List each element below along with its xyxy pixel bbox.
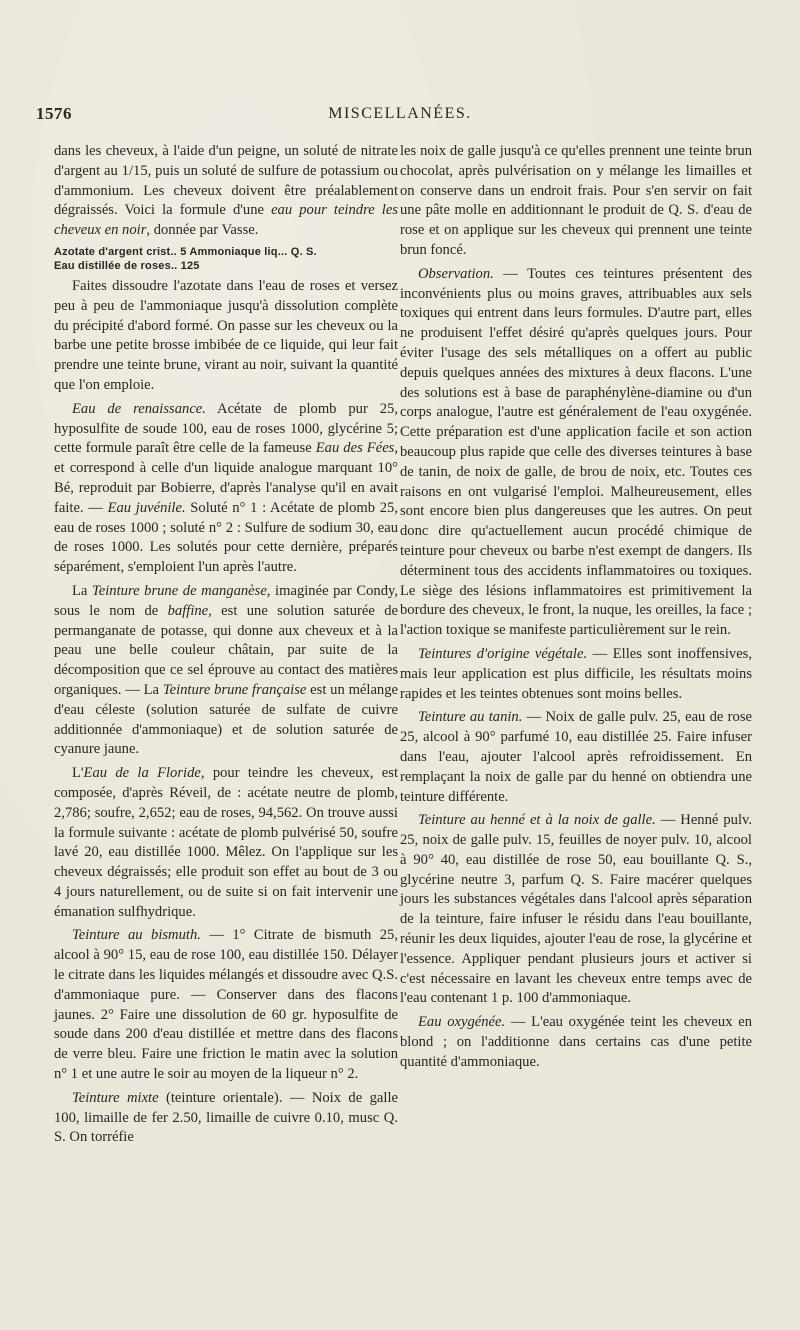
left-column — [54, 142, 398, 1152]
right-column — [400, 142, 752, 1077]
recipe-line: Azotate d'argent crist.. 5 Ammoniaque liq... Q. S. — [54, 245, 317, 258]
paragraph: Observation. — Toutes ces teintures présentent des inconvénients plus ou moins graves, attribuables aux sels toxiques qui entrent dans leurs formules. D'autre part, elles ne produisent l'effet désiré qu'après quelques jours. Pour éviter l'usage des sels métalliques on a offert au public depuis quelques années des mixtures à deux flacons. L'une des solutions est à base de paraphénylène-diamine ou d'un corps analogue, l'autre est généralement de l'eau oxygénée. Cette préparation est d'une application facile et son action beaucoup plus rapide que celle des diverses teintures à base de tanin, de noix de galle, de brou de noix, etc. Toutes ces raisons en ont vulgarisé l'emploi. Malheureusement, elles sont encore bien plus dangereuses que les autres. On peut donc dire qu'actuellement aucun procédé chimique de teinture pour cheveux ou barbe n'est exempt de dangers. Ils déterminent tous des accidents inflammatoires ou toxiques. Le siège des lésions inflammatoires est primitivement la bordure des cheveux, le front, la nuque, les oreilles, la face ; l'action toxique se manifeste particulièrement sur le rein. — [400, 265, 752, 639]
paragraph: L'Eau de la Floride, pour teindre les cheveux, est composée, d'après Réveil, de : acétate neutre de plomb, 2,786; soufre, 2,652; eau de roses, 94,562. On trouve aussi la formule suivante : acétate de plomb pulvérisé 50, soufre lavé 20, eau distillée 1000. Mêlez. On l'applique sur les cheveux dégraissés; elle produit son effet au bout de 3 ou 4 jours naturellement, ou de suite si on fait intervenir une émanation sulfhydrique. — [54, 765, 398, 920]
running-title: MISCELLANÉES. — [328, 105, 472, 122]
recipe-formula — [54, 245, 398, 273]
page-number: 1576 — [36, 104, 72, 123]
paragraph: La Teinture brune de manganèse, imaginée par Condy, sous le nom de baffine, est une solution saturée de permanganate de potasse, qui donne aux cheveux et à la peau une belle couleur châtain, par suite de la décomposition que ce sel éprouve au contact des matières organiques. — La Teinture brune française est un mélange d'eau céleste (solution saturée de sulfate de cuivre additionnée d'ammoniaque) et de solution saturée de cyanure jaune. — [54, 582, 398, 758]
paragraph: dans les cheveux, à l'aide d'un peigne, un soluté de nitrate d'argent au 1/15, puis un soluté de sulfure de potassium ou d'ammonium. Les cheveux doivent être préalablement dégraissés. Voici la formule d'une eau pour teindre les cheveux en noir, donnée par Vasse. — [54, 143, 398, 239]
recipe-line: Eau distillée de roses.. 125 — [54, 259, 200, 272]
paragraph: Teintures d'origine végétale. — Elles sont inoffensives, mais leur application est plus difficile, les résultats moins rapides et les teintes obtenues sont moins belles. — [400, 645, 752, 702]
paragraph: Teinture mixte (teinture orientale). — Noix de galle 100, limaille de fer 2.50, limaille de cuivre 0.10, musc Q. S. On torréfie — [54, 1089, 398, 1146]
page-header — [36, 104, 764, 130]
paragraph: Eau oxygénée. — L'eau oxygénée teint les cheveux en blond ; on l'additionne dans certains cas d'une petite quantité d'ammoniaque. — [400, 1014, 752, 1070]
paragraph: Teinture au tanin. — Noix de galle pulv. 25, eau de rose 25, alcool à 90° parfumé 10, eau distillée 25. Faire infuser dans l'eau, ajouter l'alcool après refroidissement. En remplaçant la noix de galle par du henné on obtiendra une teinture différente. — [400, 709, 752, 805]
paragraph: Teinture au henné et à la noix de galle. — Henné pulv. 25, noix de galle pulv. 15, feuilles de noyer pulv. 10, alcool à 90° 40, eau distillée de rose 50, eau bouillante Q. S., glycérine neutre 3, parfum Q. S. Faire macérer quelques jours les substances végétales dans l'alcool après séparation de la teinture, faire infuser le résidu dans l'eau bouillante, réunir les deux liquides, ajouter l'eau de rose, la glycérine et l'essence. Appliquer pendant plusieurs jours et activer si c'est nécessaire en lavant les cheveux entre temps avec de l'eau contenant 1 p. 100 d'ammoniaque. — [400, 812, 752, 1007]
paragraph: Faites dissoudre l'azotate dans l'eau de roses et versez peu à peu de l'ammoniaque jusqu'à dissolution complète du précipité d'abord formé. On passe sur les cheveux ou la barbe une petite brosse imbibée de ce liquide, qui leur fait prendre une teinte brune, virant au noir, suivant la quantité que l'on emploie. — [54, 277, 398, 393]
paragraph: Teinture au bismuth. — 1° Citrate de bismuth 25, alcool à 90° 15, eau de rose 100, eau distillée 150. Délayer le citrate dans les liquides mélangés et dissoudre avec Q.S. d'ammoniaque pure. — Conserver dans des flacons jaunes. 2° Faire une dissolution de 60 gr. hyposulfite de soude dans 200 d'eau distillée et mettre dans des flacons de verre bleu. Faire une friction le matin avec la solution n° 1 et une autre le soir au moyen de la liqueur n° 2. — [54, 927, 398, 1083]
paragraph: Eau de renaissance. Acétate de plomb pur 25, hyposulfite de soude 100, eau de roses 1000, glycérine 5; cette formule paraît être celle de la fameuse Eau des Fées, et correspond à celle d'un liquide analogue marquant 10° Bé, reproduit par Bobierre, d'après l'analyse qu'il en avait faite. — Eau juvénile. Soluté n° 1 : Acétate de plomb 25, eau de roses 1000 ; soluté n° 2 : Sulfure de sodium 30, eau de roses 1000. Les solutés pour cette dernière, préparés séparément, s'emploient l'un après l'autre. — [54, 400, 399, 576]
paragraph: les noix de galle jusqu'à ce qu'elles prennent une teinte brun chocolat, après pulvérisation on y mélange les limailles et on conserve dans un endroit frais. Pour s'en servir on fait une pâte molle en additionnant le produit de Q. S. d'eau de rose et on applique sur les cheveux qui prennent une teinte brun foncé. — [400, 143, 752, 258]
